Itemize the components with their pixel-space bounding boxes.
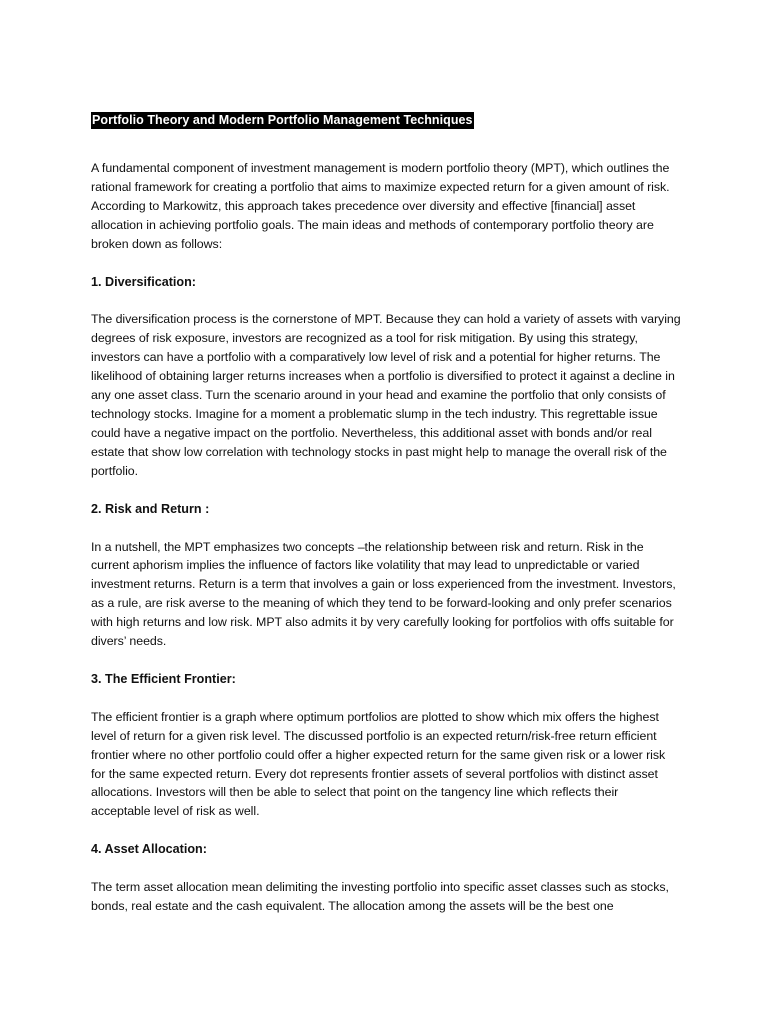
section-heading-asset-allocation: 4. Asset Allocation: (91, 842, 207, 857)
section-heading-risk-return: 2. Risk and Return : (91, 501, 210, 516)
section-body-diversification: The diversification process is the cornerstone of MPT. Because they can hold a variety of assets with varying degrees of risk exposure, investors are recognized as a tool for risk mitigation. By using this strategy, investors can have a portfolio with a comparatively low level of risk and a potential for higher returns. The likelihood of obtaining larger returns increases when a portfolio is diversified to protect it against a decline in any one asset class. Turn the scenario around in your head and examine the portfolio that only consists of technology stocks. Imagine for a moment a problematic slump in the tech industry. This regrettable issue could have a negative impact on the portfolio. Nevertheless, this additional asset with bonds and/or real estate that show low correlation with technology stocks in past might help to manage the overall risk of the portfolio. (91, 312, 681, 478)
section-body-asset-allocation: The term asset allocation mean delimiting the investing portfolio into specific asset classes such as stocks, bonds, real estate and the cash equivalent. The allocation among the assets will be the best one (91, 880, 669, 914)
document-title: Portfolio Theory and Modern Portfolio Management Techniques (92, 113, 473, 127)
section-body-efficient-frontier: The efficient frontier is a graph where optimum portfolios are plotted to show which mix offers the highest level of return for a given risk level. The discussed portfolio is an expected return/risk-free return efficient frontier where no other portfolio could offer a higher expected return for the same given risk or a lower risk for the same expected return. Every dot represents frontier assets of several portfolios with distinct asset allocations. Investors will then be able to select that point on the tangency line which reflects their acceptable level of risk as well. (91, 709, 666, 819)
document-page (91, 111, 681, 916)
intro-paragraph: A fundamental component of investment management is modern portfolio theory (MPT), which outlines the rational framework for creating a portfolio that aims to maximize expected return for a given amount of risk. According to Markowitz, this approach takes precedence over diversity and effective [financial] asset allocation in achieving portfolio goals. The main ideas and methods of contemporary portfolio theory are broken down as follows: (91, 161, 670, 251)
section-heading-efficient-frontier: 3. The Efficient Frontier: (91, 671, 236, 686)
section-heading-diversification: 1. Diversification: (91, 274, 196, 289)
section-body-risk-return: In a nutshell, the MPT emphasizes two concepts –the relationship between risk and return. Risk in the current aphorism implies the influence of factors like volatility that may lead to unpredictable or varied investment returns. Return is a term that involves a gain or loss experienced from the investment. Investors, as a rule, are risk averse to the meaning of which they tend to be forward-looking and only prefer scenarios with high returns and low risk. MPT also admits it by very carefully looking for portfolios with offs suitable for divers’ needs. (91, 539, 676, 649)
